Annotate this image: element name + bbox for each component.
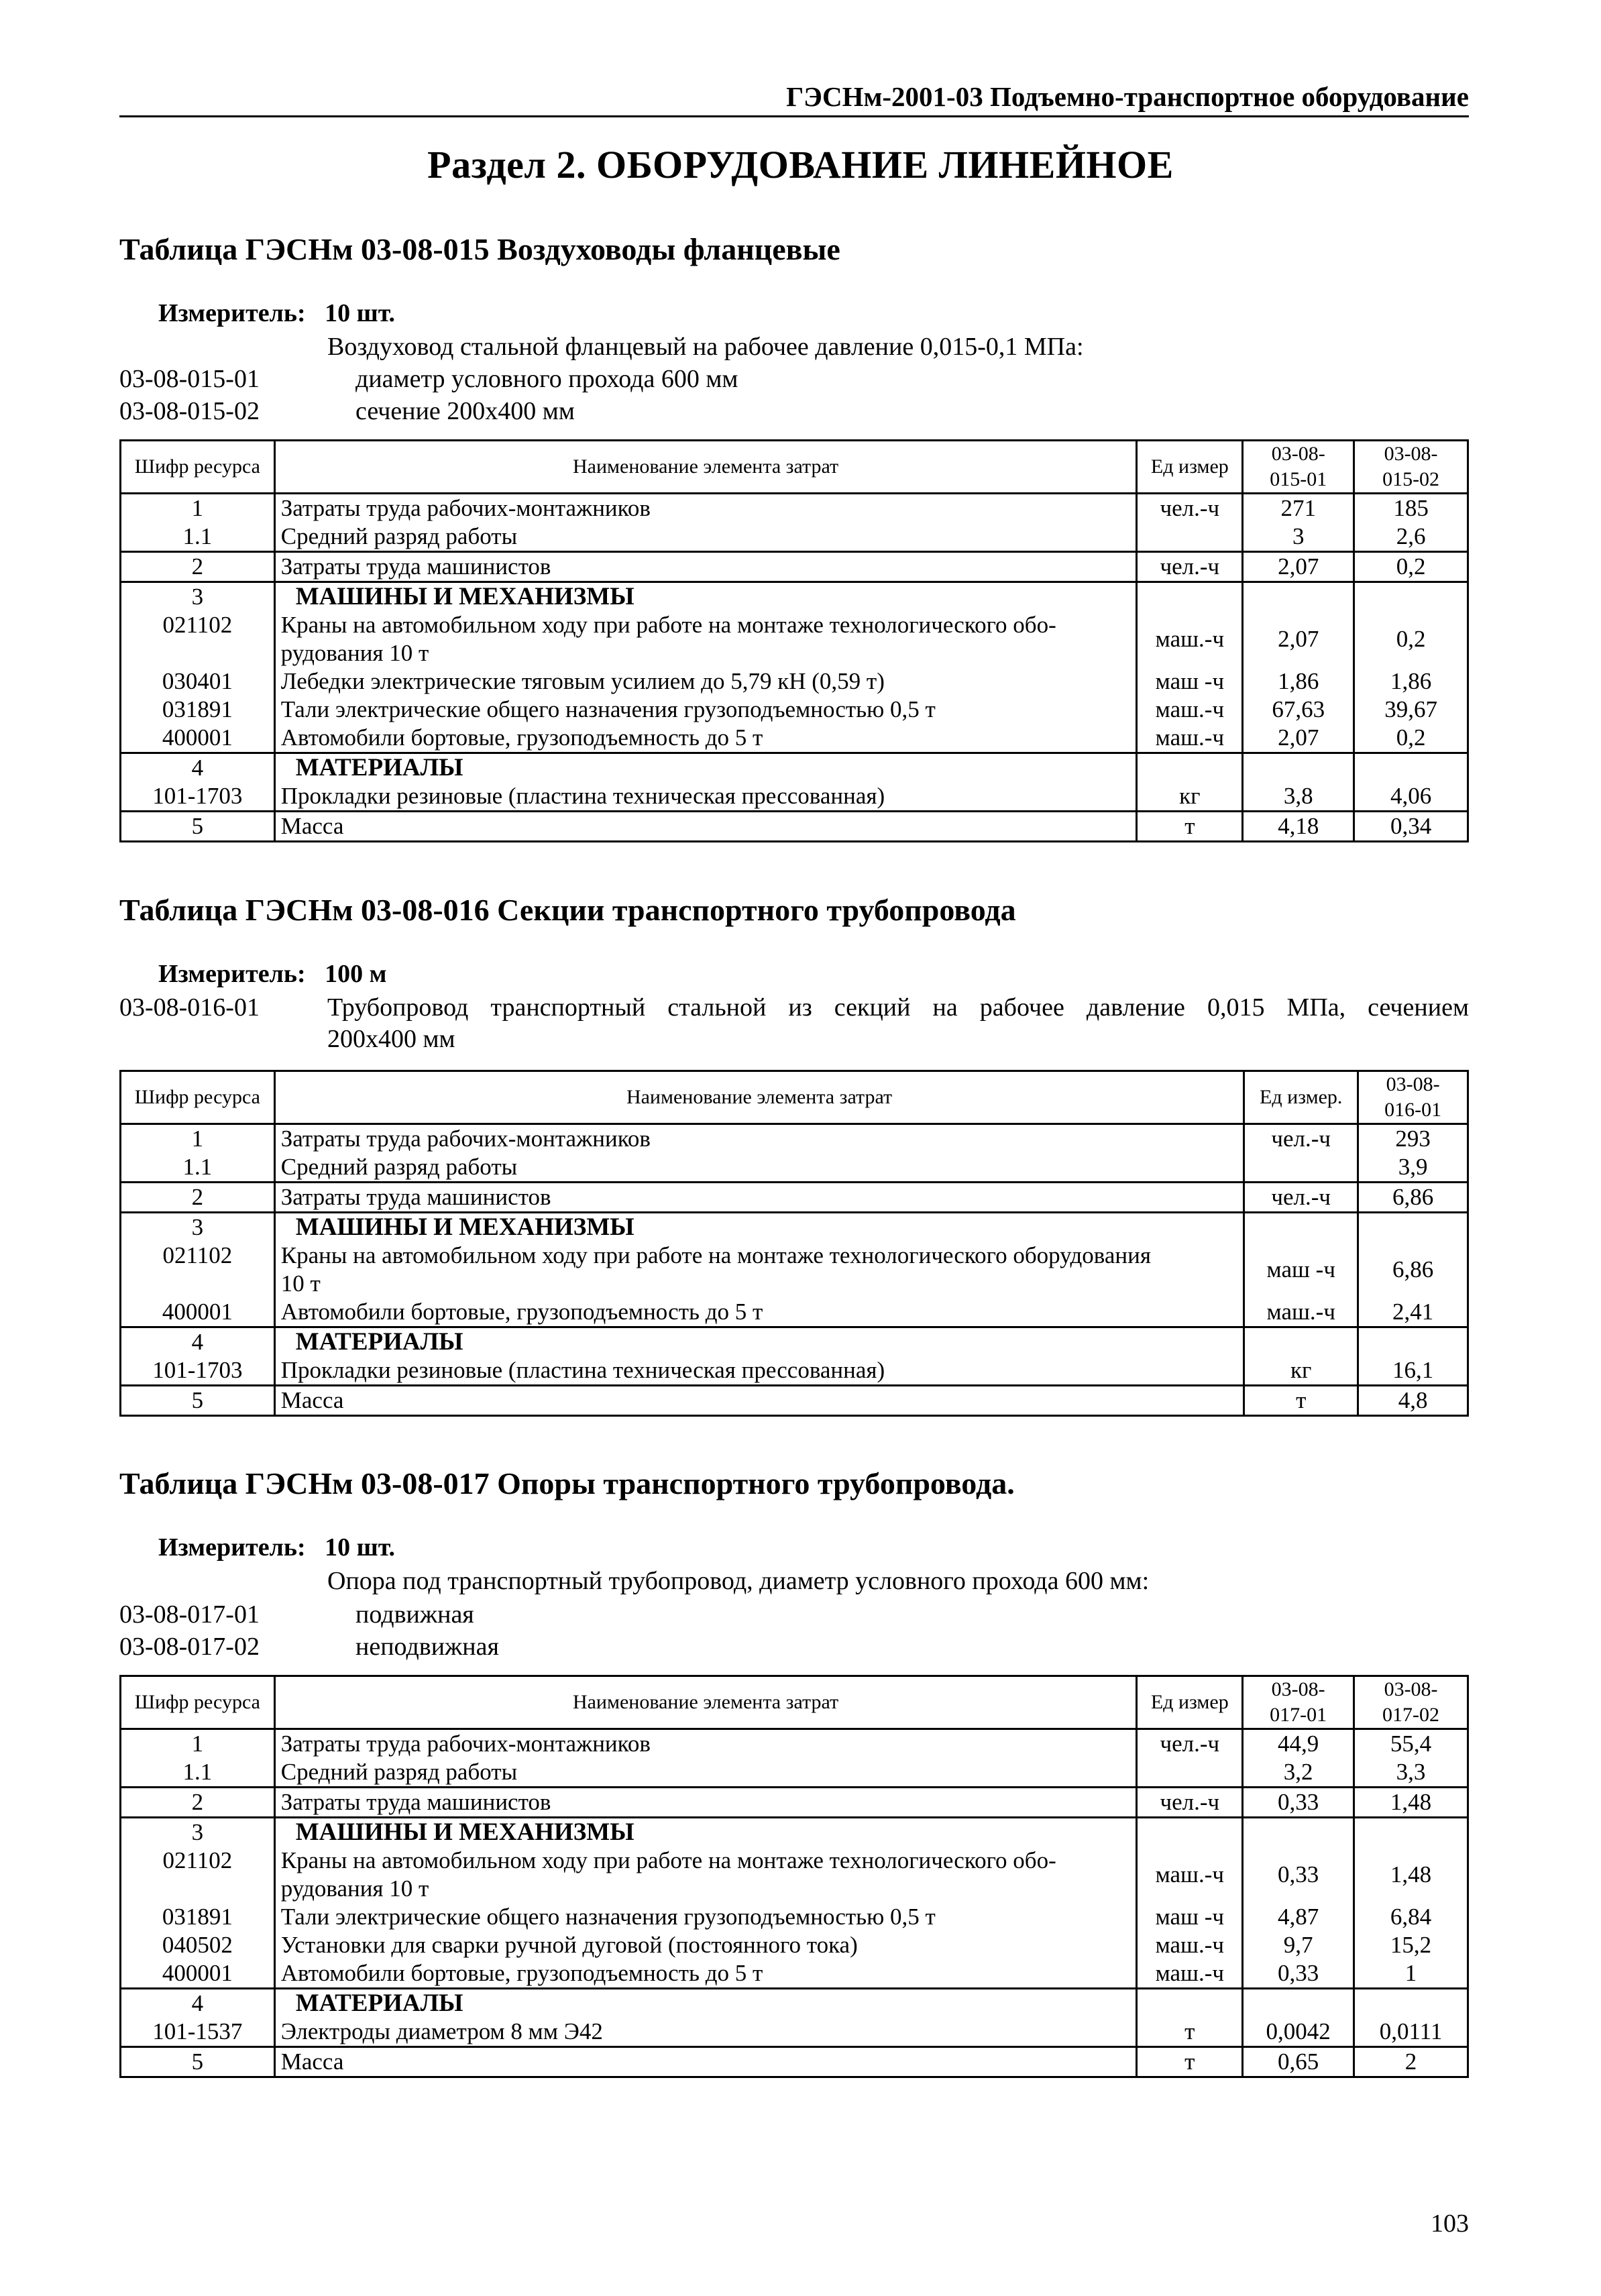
resource-unit xyxy=(1137,582,1243,612)
resource-unit: маш.-ч xyxy=(1137,696,1243,724)
resource-unit: т xyxy=(1137,2018,1243,2047)
resource-unit xyxy=(1137,1758,1243,1788)
section-title: Раздел 2. ОБОРУДОВАНИЕ ЛИНЕЙНОЕ xyxy=(427,143,1174,186)
resource-unit xyxy=(1137,523,1243,552)
resource-name xyxy=(274,1989,1137,2018)
resource-value: 3,2 xyxy=(1243,1758,1354,1788)
resource-name-text: Прокладки резиновые (пластина техническая прессованная) xyxy=(280,783,885,809)
resource-value: 3,3 xyxy=(1354,1758,1468,1788)
resource-value xyxy=(1243,1989,1354,2018)
header-name: Наименование элемента затрат xyxy=(274,1071,1244,1124)
table-row xyxy=(121,1959,1468,1989)
resource-name xyxy=(274,753,1137,783)
resource-value: 67,63 xyxy=(1243,696,1354,724)
resource-code: 031891 xyxy=(121,696,275,724)
resource-code: 040502 xyxy=(121,1931,275,1959)
norm-code: 03-08-017-01 xyxy=(119,1600,260,1629)
resource-name xyxy=(274,1386,1244,1416)
header-code: Шифр ресурса xyxy=(121,1676,275,1729)
resource-name-continuation: 10 т xyxy=(280,1270,321,1297)
resource-name xyxy=(274,1847,1137,1903)
header-norm-column xyxy=(1243,1676,1354,1729)
resource-name-continuation: рудования 10 т xyxy=(280,640,429,666)
resource-value: 2,07 xyxy=(1243,611,1354,667)
table-row xyxy=(121,812,1468,842)
resource-value: 0,0042 xyxy=(1243,2018,1354,2047)
header-unit: Ед измер xyxy=(1137,441,1243,494)
resource-unit: т xyxy=(1137,2047,1243,2077)
resource-unit: маш.-ч xyxy=(1137,1931,1243,1959)
resource-value: 0,2 xyxy=(1354,552,1468,582)
table-row xyxy=(121,1818,1468,1847)
table-row xyxy=(121,1153,1468,1183)
resource-name xyxy=(274,782,1137,812)
resource-value: 6,84 xyxy=(1354,1903,1468,1931)
resource-name xyxy=(274,611,1137,667)
table-row xyxy=(121,724,1468,753)
resource-value: 3,8 xyxy=(1243,782,1354,812)
measure-value: 10 шт. xyxy=(325,1533,396,1562)
measure-label: Измеритель: xyxy=(158,299,306,327)
resource-unit: маш -ч xyxy=(1137,1903,1243,1931)
resource-name xyxy=(274,494,1137,523)
table-title-015: Таблица ГЭСНм 03-08-015 Воздуховоды фланцевые xyxy=(119,232,840,266)
resource-name-text: Автомобили бортовые, грузоподъемность до 5 т xyxy=(280,1960,763,1986)
running-head: ГЭСНм-2001-03 Подъемно-транспортное оборудование xyxy=(119,80,1469,117)
resource-code: 030401 xyxy=(121,667,275,696)
table-title-017: Таблица ГЭСНм 03-08-017 Опоры транспортного трубопровода. xyxy=(119,1466,1015,1500)
description-016-line2: 200х400 мм xyxy=(327,1025,455,1053)
table-header-row xyxy=(121,441,1468,494)
resource-value: 15,2 xyxy=(1354,1931,1468,1959)
resource-value: 185 xyxy=(1354,494,1468,523)
resource-value: 4,06 xyxy=(1354,782,1468,812)
header-norm-code-part2: 017-02 xyxy=(1382,1704,1440,1726)
resource-value: 2,6 xyxy=(1354,523,1468,552)
table-row xyxy=(121,1298,1468,1327)
resource-name xyxy=(274,2047,1137,2077)
resource-name xyxy=(274,1153,1244,1183)
measure-015 xyxy=(158,298,395,328)
table-row xyxy=(121,1931,1468,1959)
resource-value: 55,4 xyxy=(1354,1729,1468,1759)
resource-unit xyxy=(1137,753,1243,783)
table-title-016: Таблица ГЭСНм 03-08-016 Секции транспортного трубопровода xyxy=(119,893,1016,927)
resource-name-text: МАШИНЫ И МЕХАНИЗМЫ xyxy=(295,583,634,610)
table-row xyxy=(121,1124,1468,1154)
resource-value xyxy=(1354,1989,1468,2018)
resource-code: 5 xyxy=(121,1386,275,1416)
resource-code: 1 xyxy=(121,1729,275,1759)
resource-name-text: Масса xyxy=(280,2048,344,2075)
resource-name-text: Средний разряд работы xyxy=(280,1154,518,1180)
page-number: 103 xyxy=(1431,2209,1469,2238)
description-017: Опора под транспортный трубопровод, диаметр условного прохода 600 мм: xyxy=(327,1567,1150,1595)
resource-unit: т xyxy=(1244,1386,1358,1416)
norm-code: 03-08-015-02 xyxy=(119,397,260,425)
resource-unit: чел.-ч xyxy=(1137,494,1243,523)
resource-code: 5 xyxy=(121,2047,275,2077)
resource-unit: т xyxy=(1137,812,1243,842)
resource-value: 4,18 xyxy=(1243,812,1354,842)
resource-unit: маш -ч xyxy=(1244,1242,1358,1298)
table-row xyxy=(121,582,1468,612)
resource-code: 400001 xyxy=(121,724,275,753)
resource-name-text: Масса xyxy=(280,813,344,839)
table-row xyxy=(121,667,1468,696)
resource-value: 9,7 xyxy=(1243,1931,1354,1959)
resource-name-text: Прокладки резиновые (пластина техническая прессованная) xyxy=(280,1357,885,1383)
header-name: Наименование элемента затрат xyxy=(274,441,1137,494)
resource-code: 3 xyxy=(121,1818,275,1847)
resource-name-text: Затраты труда машинистов xyxy=(280,1184,551,1210)
resource-unit: маш.-ч xyxy=(1244,1298,1358,1327)
resource-name xyxy=(274,1183,1244,1213)
resource-code: 3 xyxy=(121,582,275,612)
resource-value: 0,2 xyxy=(1354,611,1468,667)
resource-value: 293 xyxy=(1358,1124,1468,1154)
header-norm-code-part1: 03-08- xyxy=(1386,1073,1440,1095)
resource-name-text: МАТЕРИАЛЫ xyxy=(295,754,463,781)
resource-name-text: Тали электрические общего назначения грузоподъемностью 0,5 т xyxy=(280,696,936,722)
resource-value xyxy=(1358,1327,1468,1357)
resource-unit: чел.-ч xyxy=(1244,1124,1358,1154)
table-row xyxy=(121,1242,1468,1298)
norm-code: 03-08-017-02 xyxy=(119,1633,260,1661)
resource-value: 0,0111 xyxy=(1354,2018,1468,2047)
resource-code: 5 xyxy=(121,812,275,842)
table-row xyxy=(121,552,1468,582)
header-unit: Ед измер xyxy=(1137,1676,1243,1729)
resource-code: 2 xyxy=(121,1788,275,1818)
header-norm-code-part1: 03-08- xyxy=(1384,1678,1438,1700)
resource-name-text: МАТЕРИАЛЫ xyxy=(295,1328,463,1356)
description-015: Воздуховод стальной фланцевый на рабочее давление 0,015-0,1 МПа: xyxy=(327,333,1084,361)
resource-name xyxy=(274,724,1137,753)
resource-code: 101-1537 xyxy=(121,2018,275,2047)
header-name: Наименование элемента затрат xyxy=(274,1676,1137,1729)
norm-code-text: диаметр условного прохода 600 мм xyxy=(355,365,738,393)
resource-value: 2,41 xyxy=(1358,1298,1468,1327)
resource-name-text: Затраты труда машинистов xyxy=(280,1789,551,1815)
resource-name xyxy=(274,1758,1137,1788)
resource-value: 0,2 xyxy=(1354,724,1468,753)
resource-name xyxy=(274,1327,1244,1357)
resource-unit: кг xyxy=(1244,1356,1358,1386)
resource-name-text: Затраты труда машинистов xyxy=(280,553,551,580)
resource-name xyxy=(274,552,1137,582)
resource-unit: маш -ч xyxy=(1137,667,1243,696)
resource-name-text: Электроды диаметром 8 мм Э42 xyxy=(280,2018,603,2044)
resource-value: 1,86 xyxy=(1354,667,1468,696)
table-header-row xyxy=(121,1676,1468,1729)
resource-value xyxy=(1243,753,1354,783)
resource-value: 4,87 xyxy=(1243,1903,1354,1931)
table-row xyxy=(121,1788,1468,1818)
resource-unit: чел.-ч xyxy=(1244,1183,1358,1213)
measure-value: 10 шт. xyxy=(325,299,396,327)
resource-unit xyxy=(1244,1327,1358,1357)
table-row xyxy=(121,696,1468,724)
resource-value: 0,33 xyxy=(1243,1959,1354,1989)
resource-value: 0,34 xyxy=(1354,812,1468,842)
header-norm-code-part2: 016-01 xyxy=(1384,1099,1442,1121)
header-code: Шифр ресурса xyxy=(121,1071,275,1124)
resource-code: 4 xyxy=(121,753,275,783)
resource-name-text: Затраты труда рабочих-монтажников xyxy=(280,1126,651,1152)
resource-code: 1.1 xyxy=(121,1153,275,1183)
resource-table-017 xyxy=(119,1675,1469,2078)
resource-name xyxy=(274,1931,1137,1959)
resource-value: 2,07 xyxy=(1243,552,1354,582)
resource-code: 1.1 xyxy=(121,1758,275,1788)
resource-unit xyxy=(1244,1213,1358,1242)
header-norm-code-part2: 015-02 xyxy=(1382,468,1440,490)
table-row xyxy=(121,2018,1468,2047)
resource-value: 16,1 xyxy=(1358,1356,1468,1386)
table-row xyxy=(121,1758,1468,1788)
resource-unit: маш.-ч xyxy=(1137,1959,1243,1989)
resource-unit: чел.-ч xyxy=(1137,552,1243,582)
resource-table-015 xyxy=(119,439,1469,842)
table-row xyxy=(121,1183,1468,1213)
resource-value: 3,9 xyxy=(1358,1153,1468,1183)
resource-unit: чел.-ч xyxy=(1137,1729,1243,1759)
measure-label: Измеритель: xyxy=(158,960,306,988)
resource-unit: чел.-ч xyxy=(1137,1788,1243,1818)
norm-code-text: подвижная xyxy=(355,1600,474,1629)
resource-name-text: Лебедки электрические тяговым усилием до 5,79 кН (0,59 т) xyxy=(280,668,885,694)
measure-label: Измеритель: xyxy=(158,1533,306,1562)
table-row xyxy=(121,1386,1468,1416)
norm-code-text: сечение 200х400 мм xyxy=(355,397,575,425)
table-row xyxy=(121,1327,1468,1357)
resource-unit xyxy=(1137,1818,1243,1847)
resource-name-text: Краны на автомобильном ходу при работе на монтаже технологического оборудования xyxy=(280,1242,1151,1268)
header-norm-code-part1: 03-08- xyxy=(1271,1678,1325,1700)
header-norm-code-part2: 015-01 xyxy=(1270,468,1327,490)
resource-value xyxy=(1243,1818,1354,1847)
resource-name xyxy=(274,1242,1244,1298)
resource-name-text: Краны на автомобильном ходу при работе на монтаже технологического обо- xyxy=(280,1847,1056,1873)
resource-name xyxy=(274,582,1137,612)
resource-name-continuation: рудования 10 т xyxy=(280,1875,429,1902)
header-norm-code-part2: 017-01 xyxy=(1270,1704,1327,1726)
table-row xyxy=(121,611,1468,667)
resource-code: 021102 xyxy=(121,611,275,667)
resource-code: 021102 xyxy=(121,1242,275,1298)
resource-name xyxy=(274,1788,1137,1818)
table-row xyxy=(121,494,1468,523)
resource-unit: кг xyxy=(1137,782,1243,812)
resource-value: 2,07 xyxy=(1243,724,1354,753)
resource-unit xyxy=(1244,1153,1358,1183)
resource-value: 1,48 xyxy=(1354,1788,1468,1818)
resource-value: 0,33 xyxy=(1243,1847,1354,1903)
resource-name-text: Затраты труда рабочих-монтажников xyxy=(280,495,651,521)
resource-code: 1 xyxy=(121,494,275,523)
resource-name xyxy=(274,1959,1137,1989)
resource-code: 4 xyxy=(121,1327,275,1357)
resource-code: 2 xyxy=(121,552,275,582)
resource-code: 1 xyxy=(121,1124,275,1154)
resource-value: 2 xyxy=(1354,2047,1468,2077)
resource-value: 271 xyxy=(1243,494,1354,523)
resource-name xyxy=(274,1298,1244,1327)
resource-name-text: МАТЕРИАЛЫ xyxy=(295,1989,463,2017)
resource-name xyxy=(274,1356,1244,1386)
resource-name xyxy=(274,1124,1244,1154)
resource-code: 400001 xyxy=(121,1959,275,1989)
resource-value xyxy=(1354,582,1468,612)
resource-value: 6,86 xyxy=(1358,1183,1468,1213)
resource-name xyxy=(274,2018,1137,2047)
resource-value: 1,48 xyxy=(1354,1847,1468,1903)
table-row xyxy=(121,1989,1468,2018)
resource-value xyxy=(1354,1818,1468,1847)
norm-code-text: неподвижная xyxy=(355,1633,499,1661)
header-code: Шифр ресурса xyxy=(121,441,275,494)
table-row xyxy=(121,782,1468,812)
resource-unit: маш.-ч xyxy=(1137,611,1243,667)
resource-code: 031891 xyxy=(121,1903,275,1931)
table-row xyxy=(121,753,1468,783)
header-unit: Ед измер. xyxy=(1244,1071,1358,1124)
resource-value: 39,67 xyxy=(1354,696,1468,724)
header-norm-column xyxy=(1243,441,1354,494)
resource-code: 021102 xyxy=(121,1847,275,1903)
header-norm-column xyxy=(1354,441,1468,494)
resource-code: 4 xyxy=(121,1989,275,2018)
resource-unit xyxy=(1137,1989,1243,2018)
resource-code: 2 xyxy=(121,1183,275,1213)
resource-value xyxy=(1354,753,1468,783)
table-row xyxy=(121,1356,1468,1386)
table-header-row xyxy=(121,1071,1468,1124)
resource-code: 101-1703 xyxy=(121,1356,275,1386)
resource-name-text: Автомобили бортовые, грузоподъемность до 5 т xyxy=(280,1299,763,1325)
table-row xyxy=(121,1847,1468,1903)
norm-code: 03-08-015-01 xyxy=(119,365,260,393)
table-row xyxy=(121,1213,1468,1242)
resource-name xyxy=(274,667,1137,696)
resource-value: 0,33 xyxy=(1243,1788,1354,1818)
norm-code: 03-08-016-01 xyxy=(119,993,260,1022)
header-norm-column xyxy=(1354,1676,1468,1729)
resource-name xyxy=(274,1729,1137,1759)
resource-code: 1.1 xyxy=(121,523,275,552)
table-row xyxy=(121,1903,1468,1931)
header-norm-code-part1: 03-08- xyxy=(1271,443,1325,465)
resource-name xyxy=(274,523,1137,552)
resource-name-text: Затраты труда рабочих-монтажников xyxy=(280,1731,651,1757)
resource-value xyxy=(1358,1213,1468,1242)
resource-name-text: Масса xyxy=(280,1387,344,1413)
resource-name xyxy=(274,1818,1137,1847)
resource-name xyxy=(274,1903,1137,1931)
resource-value: 44,9 xyxy=(1243,1729,1354,1759)
resource-name xyxy=(274,1213,1244,1242)
resource-value: 1,86 xyxy=(1243,667,1354,696)
resource-value: 4,8 xyxy=(1358,1386,1468,1416)
resource-name xyxy=(274,812,1137,842)
table-row xyxy=(121,1729,1468,1759)
measure-017 xyxy=(158,1533,395,1562)
header-norm-code-part1: 03-08- xyxy=(1384,443,1438,465)
header-norm-column xyxy=(1358,1071,1468,1124)
resource-code: 400001 xyxy=(121,1298,275,1327)
measure-016 xyxy=(158,959,387,989)
resource-value: 3 xyxy=(1243,523,1354,552)
resource-name-text: Средний разряд работы xyxy=(280,1759,518,1785)
resource-name-text: МАШИНЫ И МЕХАНИЗМЫ xyxy=(295,1818,634,1846)
measure-value: 100 м xyxy=(325,960,387,988)
resource-code: 101-1703 xyxy=(121,782,275,812)
resource-name-text: Установки для сварки ручной дуговой (постоянного тока) xyxy=(280,1932,858,1958)
resource-value: 0,65 xyxy=(1243,2047,1354,2077)
resource-name-text: Автомобили бортовые, грузоподъемность до 5 т xyxy=(280,724,763,751)
table-row xyxy=(121,2047,1468,2077)
resource-value: 6,86 xyxy=(1358,1242,1468,1298)
resource-name-text: Средний разряд работы xyxy=(280,523,518,549)
resource-name-text: Краны на автомобильном ходу при работе на монтаже технологического обо- xyxy=(280,612,1056,638)
resource-value: 1 xyxy=(1354,1959,1468,1989)
resource-table-016 xyxy=(119,1070,1469,1417)
resource-name-text: Тали электрические общего назначения грузоподъемностью 0,5 т xyxy=(280,1904,936,1930)
table-row xyxy=(121,523,1468,552)
description-016-line1: Трубопровод транспортный стальной из секций на рабочее давление 0,015 МПа, сечением xyxy=(327,993,1469,1022)
resource-value xyxy=(1243,582,1354,612)
resource-unit: маш.-ч xyxy=(1137,1847,1243,1903)
resource-unit: маш.-ч xyxy=(1137,724,1243,753)
resource-name xyxy=(274,696,1137,724)
resource-code: 3 xyxy=(121,1213,275,1242)
resource-name-text: МАШИНЫ И МЕХАНИЗМЫ xyxy=(295,1213,634,1241)
